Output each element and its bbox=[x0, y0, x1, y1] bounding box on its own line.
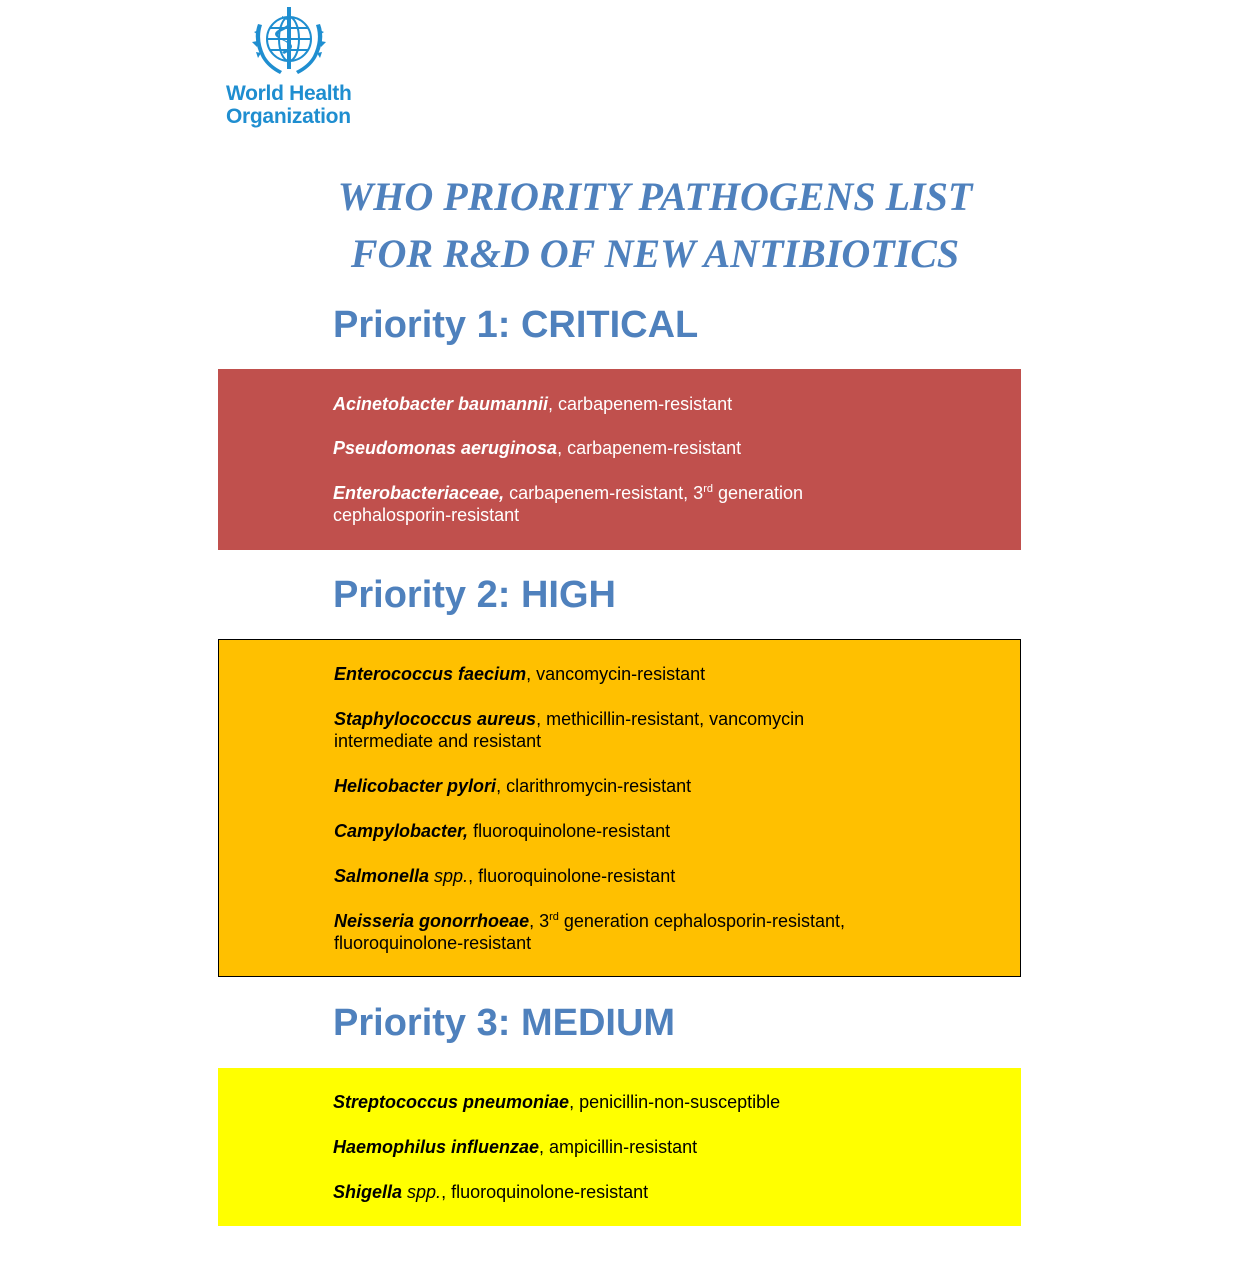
pathogen-entry bbox=[333, 1181, 933, 1203]
pathogen-name: Enterococcus faecium bbox=[334, 664, 527, 684]
logo-line-1: World Health bbox=[226, 82, 352, 105]
priority-3-heading: Priority 3: MEDIUM bbox=[333, 1002, 676, 1044]
pathogen-name: Enterobacteriaceae, bbox=[333, 483, 505, 503]
pathogen-resistance: , methicillin-resistant, vancomycin intermediate and resistant bbox=[334, 709, 805, 751]
pathogen-resistance: carbapenem-resistant, 3 bbox=[504, 483, 704, 503]
pathogen-species-abbrev: spp. bbox=[402, 1182, 442, 1202]
priority-1-box bbox=[218, 369, 1021, 550]
logo-wordmark bbox=[226, 82, 352, 128]
pathogen-resistance: fluoroquinolone-resistant bbox=[468, 821, 671, 841]
pathogen-name: Streptococcus pneumoniae bbox=[333, 1092, 570, 1112]
pathogen-resistance: , fluoroquinolone-resistant bbox=[441, 1182, 649, 1202]
pathogen-resistance-cont: generation cephalosporin-resistant bbox=[333, 483, 804, 525]
logo-line-2: Organization bbox=[226, 105, 351, 128]
priority-2-box bbox=[218, 639, 1021, 977]
pathogen-resistance: , vancomycin-resistant bbox=[526, 664, 706, 684]
pathogen-resistance: , carbapenem-resistant bbox=[557, 438, 742, 458]
pathogen-entry bbox=[334, 708, 854, 752]
pathogen-species-abbrev: spp. bbox=[429, 866, 469, 886]
pathogen-entry bbox=[333, 437, 933, 459]
pathogen-resistance: , 3 bbox=[529, 911, 550, 931]
who-emblem-icon bbox=[246, 4, 332, 80]
priority-3-box bbox=[218, 1068, 1021, 1226]
pathogen-name: Salmonella bbox=[334, 866, 430, 886]
title-line-1: WHO PRIORITY PATHOGENS LIST bbox=[337, 174, 973, 219]
priority-2-heading: Priority 2: HIGH bbox=[333, 574, 616, 616]
pathogen-resistance: , penicillin-non-susceptible bbox=[569, 1092, 781, 1112]
pathogen-resistance-cont: generation cephalosporin-resistant, fluoroquinolone-resistant bbox=[334, 911, 846, 953]
pathogen-entry bbox=[334, 775, 934, 797]
pathogen-entry bbox=[334, 820, 934, 842]
pathogen-resistance: , carbapenem-resistant bbox=[548, 394, 733, 414]
pathogen-entry bbox=[334, 865, 934, 887]
pathogen-name: Haemophilus influenzae bbox=[333, 1137, 540, 1157]
ordinal-suffix: rd bbox=[703, 483, 713, 495]
pathogen-entry bbox=[333, 482, 853, 526]
pathogen-resistance: , ampicillin-resistant bbox=[539, 1137, 698, 1157]
pathogen-name: Staphylococcus aureus bbox=[334, 709, 537, 729]
ordinal-suffix: rd bbox=[549, 911, 559, 923]
pathogen-entry bbox=[333, 1136, 933, 1158]
priority-1-heading: Priority 1: CRITICAL bbox=[333, 304, 699, 346]
title-line-2: FOR R&D OF NEW ANTIBIOTICS bbox=[350, 231, 960, 276]
pathogen-entry bbox=[333, 393, 933, 415]
pathogen-resistance: , clarithromycin-resistant bbox=[496, 776, 692, 796]
pathogen-name: Campylobacter, bbox=[334, 821, 469, 841]
pathogen-entry bbox=[333, 1091, 933, 1113]
pathogen-name: Neisseria gonorrhoeae bbox=[334, 911, 530, 931]
pathogen-name: Helicobacter pylori bbox=[334, 776, 497, 796]
pathogen-entry bbox=[334, 910, 894, 954]
pathogen-entry bbox=[334, 663, 934, 685]
pathogen-name: Shigella bbox=[333, 1182, 403, 1202]
pathogen-resistance: , fluoroquinolone-resistant bbox=[468, 866, 676, 886]
pathogen-name: Acinetobacter baumannii bbox=[333, 394, 549, 414]
who-logo bbox=[226, 4, 356, 128]
pathogen-name: Pseudomonas aeruginosa bbox=[333, 438, 558, 458]
page-title bbox=[280, 168, 1030, 282]
